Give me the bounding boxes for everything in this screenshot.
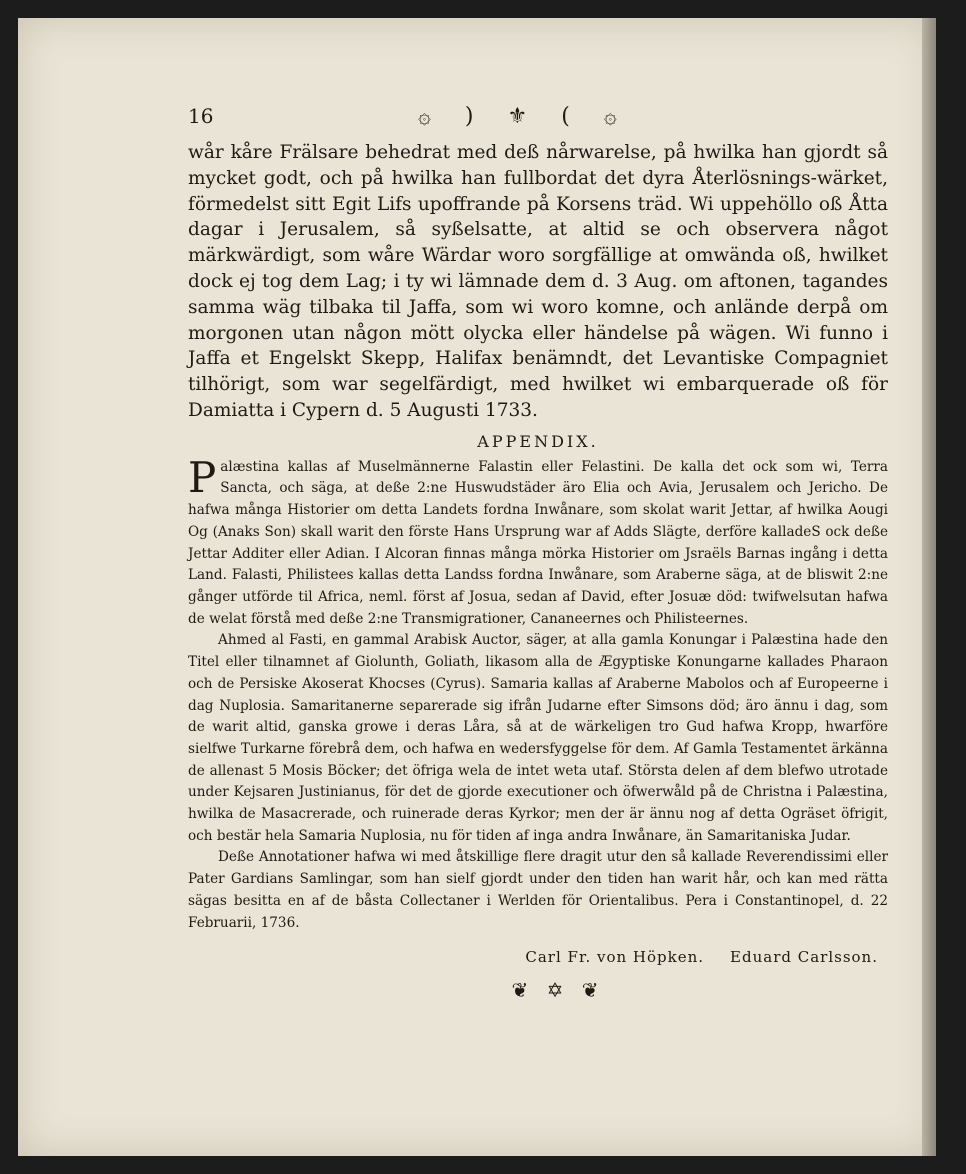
document-page [18,18,936,1156]
drop-cap: P [188,452,217,502]
ornament-glyph-5: ۞ [603,103,617,129]
appendix-paragraph-3: Deße Annotationer hafwa wi med åtskillige flere dragit utur den så kallade Reverendissimi eller Pater Gardians Samlingar, som han sielf gjordt under den tiden han warit hår, och kan med rätta sägas besitta en af de båsta Collectaner i Werlden för Orientalibus. Pera i Constantinopel, d. 22 Februarii, 1736. [188,849,888,931]
text-block [188,98,888,1002]
appendix-paragraph-1-text: alæstina kallas af Muselmännerne Falastin eller Felastini. De kalla det ock som wi, Terra Sancta, och säga, at deße 2:ne Huswudstäder äro Elia och Avia, Jerusalem och Jericho. De hafwa många Historier om detta Landets fordna Inwånare, som skolat warit Jettar, af hwilka Aougi Og (Anaks Son) skall warit den förste Hans Ursprung war af Adds Slägte, derföre kalladeS ock deße Jettar Additer eller Adian. I Alcoran finnas många mörka Historier om Jsraëls Barnas ingång i detta Land. Falasti, Philistees kallas detta Landss fordna Inwånare, som Araberne säga, at de bliswit 2:ne gånger utförde til Africa, neml. först af Josua, sedan af David, efter Josuæ död: twifwelsutan hafwa de welat förstå med deße 2:ne Transmigrationer, Cananeernes och Philisteernes. [188,458,888,627]
signature-hopken: Carl Fr. von Höpken. [525,948,705,967]
book-spine-edge [922,18,936,1156]
appendix-paragraph-2: Ahmed al Fasti, en gammal Arabisk Auctor, säger, at alla gamla Konungar i Palæstina hade den Titel eller tilnamnet af Giolunth, Goliath, likasom alla de Ægyptiske Konungarne kallades Pharaon och de Persiske Akoserat Khocses (Cyrus). Samaria kallas af Araberne Mabolos och af Europeerne i dag Nuplosia. Samaritanerne separerade sig ifrån Judarne efter Simsons död; äro ännu i dag, som de warit altid, ganska growe i deras Låra, så at de wärkeligen tro Gud hafwa Kropp, hwarföre sielfwe Turkarne förebrå dem, och hafwa en wedersfyggelse för dem. Af Gamla Testamentet ärkänna de allenast 5 Mosis Böcker; det öfriga wela de intet weta utaf. Största delen af dem blefwo utrotade under Kejsaren Justinianus, för det de gjorde executioner och öfwerwåld på de Christna i Palæstina, hwilka de Masacrerade, och ruinerade deras Kyrkor; men der är ännu nog af detta Ogräset öfrigit, och bestär hela Samaria Nuplosia, nu för tiden af inga andra Inwånare, än Samaritaniska Judar. [188,632,888,844]
ornament-glyph-3: ⚜ [507,103,528,129]
page-number: 16 [188,104,214,128]
signatures [188,948,888,966]
appendix-paragraph-1 [188,452,888,631]
appendix-body [188,452,888,934]
footer-ornament: ❦ ✡ ❦ [511,978,605,1003]
main-text [188,140,888,424]
page-header [188,98,888,134]
ornament-glyph-1: ۞ [418,103,431,129]
ornament-glyph-4: ( [561,103,570,129]
signature-carlsson: Eduard Carlsson. [730,948,878,967]
header-ornament [418,98,617,134]
ornament-glyph-2: ) [464,103,474,129]
main-paragraph: wår kåre Frälsare behedrat med deß nårwarelse, på hwilka han gjordt så mycket godt, och på hwilka han fullbordat det dyra Återlösnings-wärket, förmedelst sitt Egit Lifs upoffrande på Korsens träd. Wi uppehöllo oß Åtta dagar i Jerusalem, så syßelsatte, at altid se och observera något märkwärdigt, som wåre Wärdar woro sorgfällige at omwända oß, hwilket dock ej tog dem Lag; i ty wi lämnade dem d. 3 Aug. om aftonen, tagandes samma wäg tilbaka til Jaffa, som wi woro komne, och anlände derpå om morgonen utan någon mött olycka eller händelse på wägen. Wi funno i Jaffa et Engelskt Skepp, Halifax benämndt, det Levantiske Compagniet tilhörigt, som war segelfärdigt, med hwilket wi embarquerade oß för Damiatta i Cypern d. 5 Augusti 1733. [188,142,888,421]
appendix-heading: APPENDIX. [477,431,599,451]
